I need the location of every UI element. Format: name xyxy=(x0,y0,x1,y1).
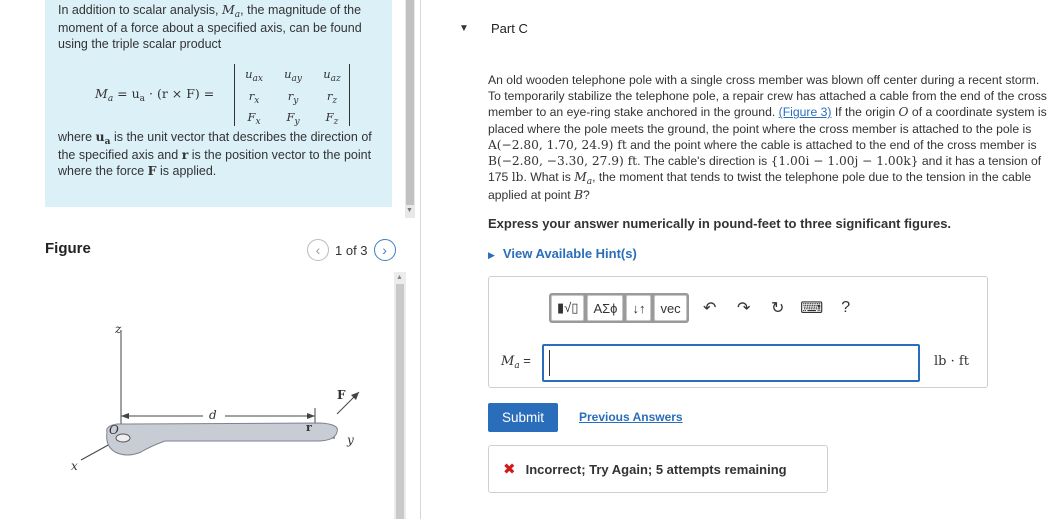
x-label: x xyxy=(71,459,78,473)
undo-icon[interactable]: ↶ xyxy=(702,300,717,317)
answer-units: lb · ft xyxy=(934,354,969,369)
scroll-down-icon[interactable]: ▼ xyxy=(406,207,413,214)
figure-page-count: 1 of 3 xyxy=(335,242,368,258)
redo-icon[interactable]: ↷ xyxy=(736,300,751,317)
det-cell: $r_x$ xyxy=(248,89,260,106)
submit-button[interactable]: Submit xyxy=(488,403,558,432)
greek-symbols-button[interactable]: ΑΣϕ xyxy=(587,295,623,321)
figure-diagram xyxy=(55,300,385,519)
math-toolbar xyxy=(549,292,859,324)
incorrect-icon: ✖ xyxy=(503,461,516,478)
r-label: r xyxy=(306,421,312,434)
origin-label: O xyxy=(109,423,119,437)
formula-lhs: $M_a = u_a \cdot (r \times F)$ = xyxy=(95,86,215,104)
problem-statement: An old wooden telephone pole with a single cross member was blown off center during a recent storm. To temporarily stabilize the telephone pole, a repair crew has attached a cable from the end of the cross member to an eye-ring stake anchored in the ground. (Figure 3) If the origin O of a coordinate system is placed where the pole meets the ground, the point where the cross member is attached to the pole is A(−2.80, 1.70, 24.9) ft and the point where the cable is attached to the end of the cross member is B(−2.80, −3.30, 27.9) ft. The cable's direction is {1.00i − 1.00j − 1.00k} and it has a tension of 175 lb. What is $M_a$, the moment that tends to twist the telephone pole due to the tension in the cable applied at point B? xyxy=(488,73,1047,203)
keyboard-icon[interactable]: ⌨ xyxy=(800,300,824,317)
figure-scrollbar[interactable] xyxy=(394,272,406,519)
det-cell: $r_y$ xyxy=(287,89,299,106)
point-a: A(−2.80, 1.70, 24.9) ft xyxy=(488,137,627,152)
det-cell: $u_{az}$ xyxy=(323,67,341,84)
intro-scrollbar[interactable] xyxy=(405,0,415,218)
answer-input[interactable] xyxy=(542,344,920,382)
answer-box xyxy=(488,276,988,388)
chevron-left-icon: ‹ xyxy=(315,242,321,258)
determinant xyxy=(234,64,350,126)
z-label: z xyxy=(115,322,122,336)
collapse-caret-icon[interactable]: ▼ xyxy=(459,23,469,34)
answer-instruction: Express your answer numerically in pound-feet to three significant figures. xyxy=(488,216,952,231)
text-cursor xyxy=(549,350,550,376)
scroll-up-icon[interactable]: ▲ xyxy=(396,274,403,281)
y-label: y xyxy=(347,433,354,447)
next-figure-button[interactable] xyxy=(374,239,396,261)
feedback-box xyxy=(488,445,828,493)
right-panel xyxy=(421,0,1060,519)
reset-icon[interactable]: ↻ xyxy=(770,300,785,317)
view-hints-link[interactable]: ▶ View Available Hint(s) xyxy=(488,246,637,261)
d-label: d xyxy=(209,408,217,422)
intro-tail-text: where $u_a$ is the unit vector that describes the direction of the specified axis and r is the position vector to the point where the force F is applied. xyxy=(58,129,372,178)
det-cell: $u_{ax}$ xyxy=(245,67,263,84)
cable-direction: {1.00i − 1.00j − 1.00k} xyxy=(770,154,919,169)
det-cell: $r_z$ xyxy=(326,89,338,106)
help-icon[interactable]: ? xyxy=(841,299,851,316)
f-label: F xyxy=(337,388,346,402)
figure-pager xyxy=(307,238,396,262)
scrollbar-thumb[interactable] xyxy=(406,0,414,205)
d-arrowhead-right xyxy=(307,413,315,419)
det-cell: $u_{ay}$ xyxy=(284,67,302,84)
det-cell: $F_z$ xyxy=(325,110,339,127)
triple-scalar-formula xyxy=(95,64,385,127)
point-b: B(−2.80, −3.30, 27.9) ft xyxy=(488,154,638,169)
bar-shape xyxy=(107,423,338,455)
figure-heading: Figure xyxy=(45,240,91,257)
sqrt-template-icon: ▮√▯ xyxy=(557,300,579,315)
toolbar-button-group xyxy=(549,293,689,323)
intro-text: In addition to scalar analysis, $M_a$, the magnitude of the moment of a force about a specified axis, can be found using the triple scalar product xyxy=(58,2,362,51)
arrows-button[interactable]: ↓↑ xyxy=(626,295,651,321)
d-arrowhead-left xyxy=(121,413,129,419)
figure-link[interactable]: (Figure 3) xyxy=(778,105,832,120)
intro-box xyxy=(45,0,392,207)
vector-button[interactable]: vec xyxy=(654,295,686,321)
feedback-text: Incorrect; Try Again; 5 attempts remaining xyxy=(525,461,787,477)
answer-label: $M_a$ = xyxy=(501,353,531,371)
chevron-right-icon: › xyxy=(382,242,387,258)
left-panel xyxy=(0,0,420,519)
det-cell: $F_y$ xyxy=(286,110,300,127)
prev-figure-button[interactable] xyxy=(307,239,329,261)
scrollbar-thumb[interactable] xyxy=(396,284,404,519)
templates-button[interactable] xyxy=(551,295,584,321)
part-title[interactable]: Part C xyxy=(491,21,528,36)
previous-answers-link[interactable]: Previous Answers xyxy=(579,410,683,424)
expand-caret-icon: ▶ xyxy=(488,250,495,260)
det-cell: $F_x$ xyxy=(247,110,261,127)
